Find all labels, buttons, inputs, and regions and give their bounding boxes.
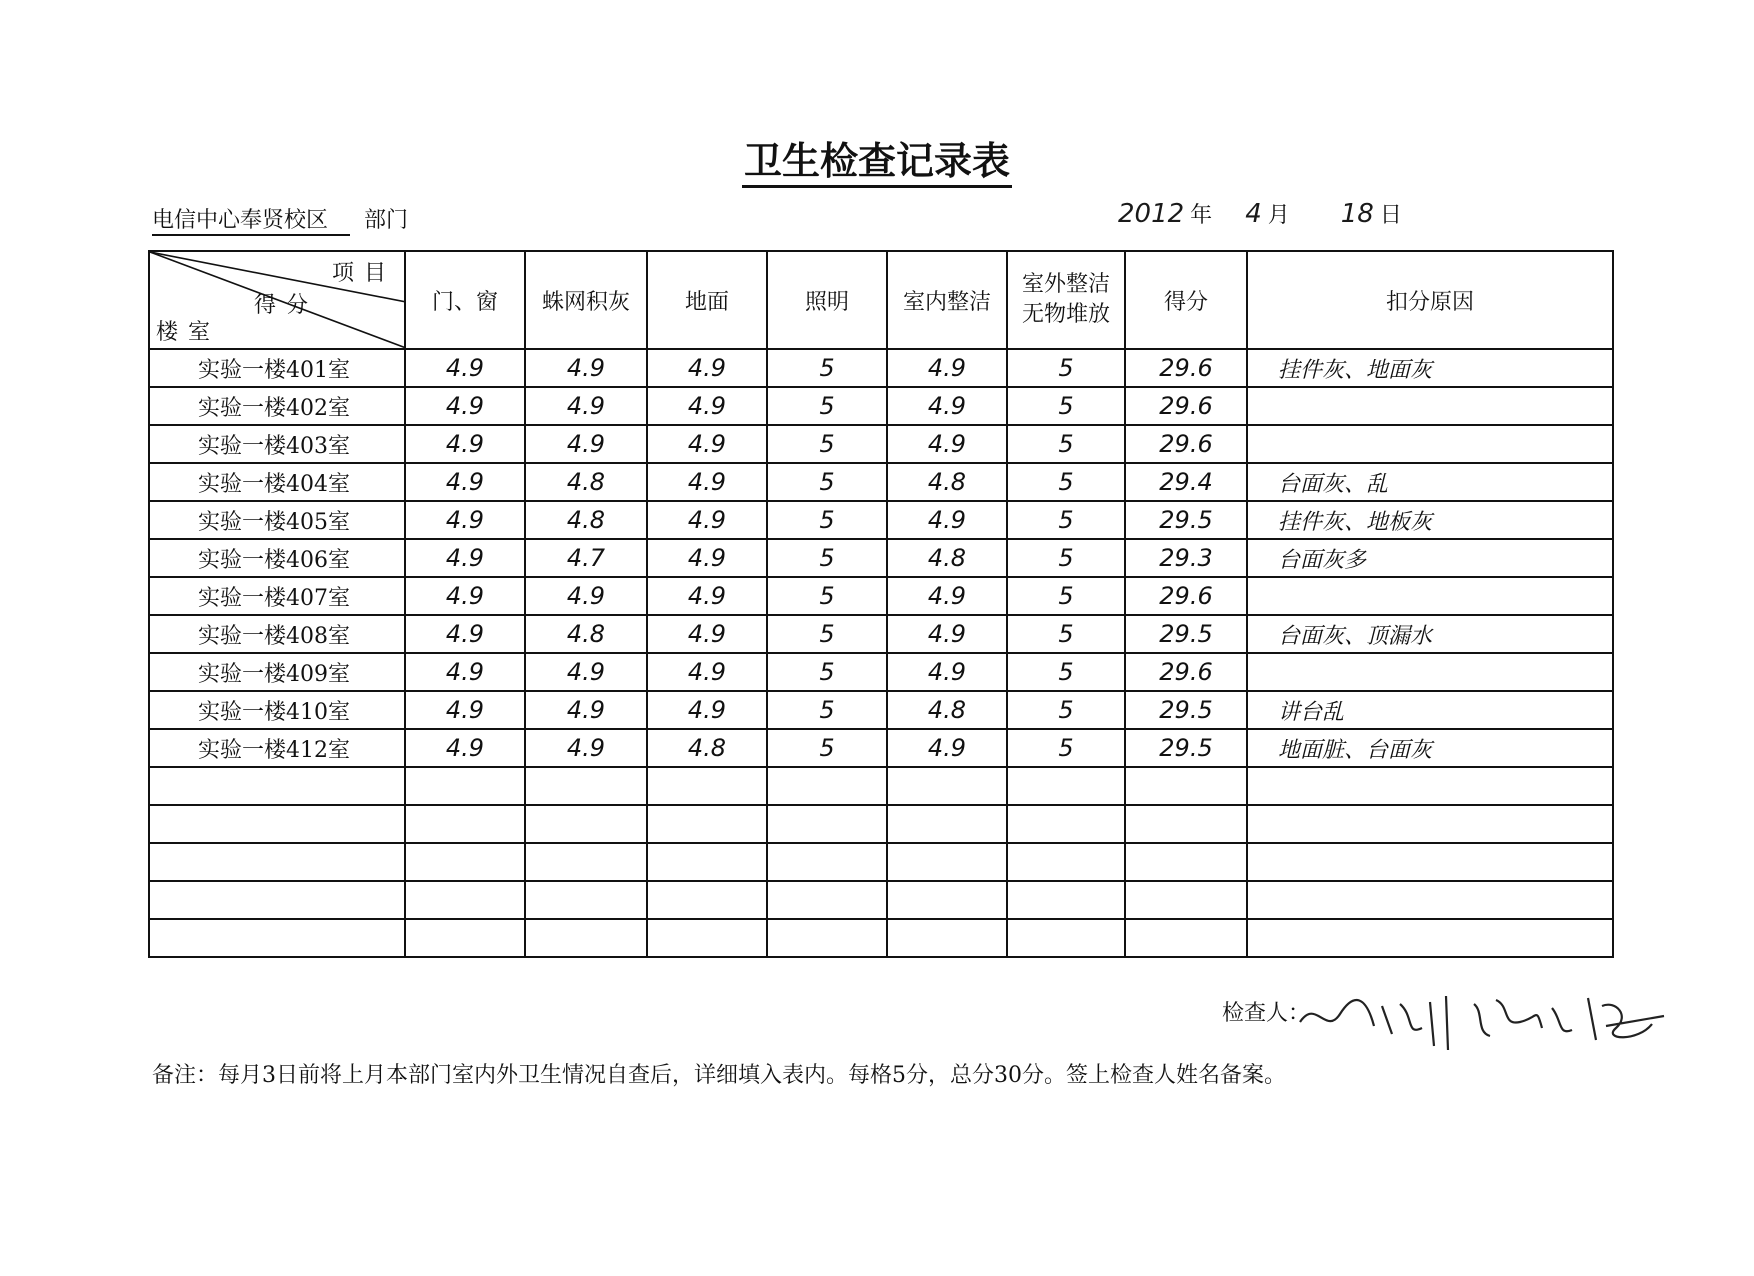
total-score: 29.6 xyxy=(1125,577,1247,615)
outdoor-tidy-score: 5 xyxy=(1007,539,1125,577)
indoor-tidy-score: 4.9 xyxy=(887,577,1007,615)
lighting-score: 5 xyxy=(767,615,887,653)
header-floor: 地面 xyxy=(647,251,767,349)
room-cell: 实验一楼409室 xyxy=(149,653,405,691)
deduction-reason xyxy=(1247,425,1613,463)
lighting-score: 5 xyxy=(767,349,887,387)
cobweb-dust-score: 4.9 xyxy=(525,349,647,387)
total-score: 29.5 xyxy=(1125,729,1247,767)
inspection-table xyxy=(148,250,1614,958)
empty-cell xyxy=(767,767,887,805)
indoor-tidy-score: 4.9 xyxy=(887,387,1007,425)
header-row xyxy=(149,251,1613,349)
lighting-score: 5 xyxy=(767,577,887,615)
empty-cell xyxy=(1125,843,1247,881)
cobweb-dust-score: 4.8 xyxy=(525,615,647,653)
lighting-score: 5 xyxy=(767,691,887,729)
cobweb-dust-score: 4.8 xyxy=(525,463,647,501)
empty-cell xyxy=(149,767,405,805)
empty-cell xyxy=(405,767,525,805)
outdoor-tidy-score: 5 xyxy=(1007,349,1125,387)
room-cell: 实验一楼403室 xyxy=(149,425,405,463)
empty-cell xyxy=(767,805,887,843)
deduction-reason: 挂件灰、地面灰 xyxy=(1247,349,1613,387)
empty-cell xyxy=(149,919,405,957)
lighting-score: 5 xyxy=(767,501,887,539)
floor-score: 4.9 xyxy=(647,577,767,615)
header-lighting: 照明 xyxy=(767,251,887,349)
empty-cell xyxy=(767,843,887,881)
deduction-reason: 讲台乱 xyxy=(1247,691,1613,729)
empty-row xyxy=(149,919,1613,957)
door-window-score: 4.9 xyxy=(405,615,525,653)
indoor-tidy-score: 4.8 xyxy=(887,691,1007,729)
room-cell: 实验一楼410室 xyxy=(149,691,405,729)
room-cell: 实验一楼407室 xyxy=(149,577,405,615)
empty-cell xyxy=(767,881,887,919)
empty-cell xyxy=(647,767,767,805)
indoor-tidy-score: 4.9 xyxy=(887,729,1007,767)
total-score: 29.5 xyxy=(1125,691,1247,729)
table-body xyxy=(149,349,1613,957)
empty-row xyxy=(149,843,1613,881)
total-score: 29.6 xyxy=(1125,425,1247,463)
page-title: 卫生检查记录表 xyxy=(0,130,1754,185)
outdoor-tidy-score: 5 xyxy=(1007,691,1125,729)
lighting-score: 5 xyxy=(767,425,887,463)
cobweb-dust-score: 4.7 xyxy=(525,539,647,577)
total-score: 29.6 xyxy=(1125,653,1247,691)
table-row xyxy=(149,691,1613,729)
door-window-score: 4.9 xyxy=(405,501,525,539)
outdoor-tidy-score: 5 xyxy=(1007,653,1125,691)
empty-row xyxy=(149,881,1613,919)
date-month-unit: 月 xyxy=(1267,203,1290,228)
room-cell: 实验一楼412室 xyxy=(149,729,405,767)
table-row xyxy=(149,539,1613,577)
header-cobweb-dust: 蛛网积灰 xyxy=(525,251,647,349)
empty-cell xyxy=(647,805,767,843)
door-window-score: 4.9 xyxy=(405,691,525,729)
total-score: 29.4 xyxy=(1125,463,1247,501)
empty-cell xyxy=(767,919,887,957)
room-cell: 实验一楼401室 xyxy=(149,349,405,387)
table-row xyxy=(149,349,1613,387)
inspector-signature xyxy=(1296,976,1676,1056)
empty-row xyxy=(149,805,1613,843)
indoor-tidy-score: 4.9 xyxy=(887,349,1007,387)
deduction-reason xyxy=(1247,653,1613,691)
date-year: 2012 xyxy=(1118,199,1185,229)
corner-label-score: 得分 xyxy=(254,293,319,318)
empty-cell xyxy=(1247,767,1613,805)
empty-cell xyxy=(149,843,405,881)
outdoor-tidy-score: 5 xyxy=(1007,577,1125,615)
total-score: 29.6 xyxy=(1125,387,1247,425)
outdoor-tidy-score: 5 xyxy=(1007,501,1125,539)
floor-score: 4.9 xyxy=(647,501,767,539)
header-indoor-tidy: 室内整洁 xyxy=(887,251,1007,349)
date-year-unit: 年 xyxy=(1190,203,1213,228)
empty-cell xyxy=(405,843,525,881)
date-day: 18 xyxy=(1340,199,1374,229)
indoor-tidy-score: 4.9 xyxy=(887,653,1007,691)
room-cell: 实验一楼405室 xyxy=(149,501,405,539)
empty-cell xyxy=(887,767,1007,805)
empty-cell xyxy=(647,919,767,957)
lighting-score: 5 xyxy=(767,729,887,767)
empty-cell xyxy=(887,843,1007,881)
outdoor-tidy-score: 5 xyxy=(1007,425,1125,463)
empty-cell xyxy=(1125,805,1247,843)
empty-cell xyxy=(1247,805,1613,843)
room-cell: 实验一楼404室 xyxy=(149,463,405,501)
table-row xyxy=(149,387,1613,425)
indoor-tidy-score: 4.9 xyxy=(887,425,1007,463)
header-deduction-reason: 扣分原因 xyxy=(1247,251,1613,349)
total-score: 29.3 xyxy=(1125,539,1247,577)
indoor-tidy-score: 4.8 xyxy=(887,463,1007,501)
door-window-score: 4.9 xyxy=(405,577,525,615)
outdoor-tidy-score: 5 xyxy=(1007,387,1125,425)
floor-score: 4.9 xyxy=(647,463,767,501)
cobweb-dust-score: 4.9 xyxy=(525,691,647,729)
empty-cell xyxy=(405,881,525,919)
corner-header xyxy=(149,251,405,349)
floor-score: 4.9 xyxy=(647,653,767,691)
empty-cell xyxy=(647,843,767,881)
lighting-score: 5 xyxy=(767,463,887,501)
empty-cell xyxy=(887,881,1007,919)
floor-score: 4.9 xyxy=(647,387,767,425)
outdoor-tidy-score: 5 xyxy=(1007,463,1125,501)
lighting-score: 5 xyxy=(767,539,887,577)
deduction-reason: 台面灰、顶漏水 xyxy=(1247,615,1613,653)
cobweb-dust-score: 4.9 xyxy=(525,577,647,615)
door-window-score: 4.9 xyxy=(405,349,525,387)
table-row xyxy=(149,501,1613,539)
header-outdoor-line1: 室外整洁 xyxy=(1021,272,1110,297)
empty-cell xyxy=(887,919,1007,957)
room-cell: 实验一楼406室 xyxy=(149,539,405,577)
empty-cell xyxy=(1125,919,1247,957)
empty-cell xyxy=(647,881,767,919)
date-line xyxy=(1118,198,1428,229)
deduction-reason xyxy=(1247,387,1613,425)
lighting-score: 5 xyxy=(767,653,887,691)
empty-cell xyxy=(525,919,647,957)
empty-cell xyxy=(1007,881,1125,919)
empty-cell xyxy=(1007,767,1125,805)
empty-cell xyxy=(1007,805,1125,843)
header-score: 得分 xyxy=(1125,251,1247,349)
date-day-unit: 日 xyxy=(1379,203,1402,228)
corner-label-room: 楼室 xyxy=(156,320,221,345)
outdoor-tidy-score: 5 xyxy=(1007,729,1125,767)
deduction-reason: 台面灰、乱 xyxy=(1247,463,1613,501)
empty-cell xyxy=(1125,881,1247,919)
floor-score: 4.9 xyxy=(647,425,767,463)
door-window-score: 4.9 xyxy=(405,653,525,691)
outdoor-tidy-score: 5 xyxy=(1007,615,1125,653)
empty-cell xyxy=(887,805,1007,843)
header-door-window: 门、窗 xyxy=(405,251,525,349)
empty-cell xyxy=(149,805,405,843)
room-cell: 实验一楼408室 xyxy=(149,615,405,653)
header-outdoor-tidy xyxy=(1007,251,1125,349)
footnote: 备注：每月3日前将上月本部门室内外卫生情况自查后，详细填入表内。每格5分，总分30分。签上检查人姓名备案。 xyxy=(152,1063,1286,1088)
department-name: 电信中心奉贤校区 xyxy=(152,208,350,236)
empty-cell xyxy=(149,881,405,919)
cobweb-dust-score: 4.9 xyxy=(525,729,647,767)
table-row xyxy=(149,653,1613,691)
deduction-reason: 挂件灰、地板灰 xyxy=(1247,501,1613,539)
door-window-score: 4.9 xyxy=(405,387,525,425)
empty-cell xyxy=(525,805,647,843)
total-score: 29.6 xyxy=(1125,349,1247,387)
table-row xyxy=(149,615,1613,653)
total-score: 29.5 xyxy=(1125,615,1247,653)
cobweb-dust-score: 4.8 xyxy=(525,501,647,539)
indoor-tidy-score: 4.8 xyxy=(887,539,1007,577)
date-month: 4 xyxy=(1245,199,1262,229)
floor-score: 4.9 xyxy=(647,539,767,577)
door-window-score: 4.9 xyxy=(405,729,525,767)
door-window-score: 4.9 xyxy=(405,539,525,577)
floor-score: 4.9 xyxy=(647,349,767,387)
table-row xyxy=(149,425,1613,463)
cobweb-dust-score: 4.9 xyxy=(525,387,647,425)
empty-cell xyxy=(1007,919,1125,957)
table-row xyxy=(149,577,1613,615)
cobweb-dust-score: 4.9 xyxy=(525,425,647,463)
empty-cell xyxy=(1247,919,1613,957)
door-window-score: 4.9 xyxy=(405,425,525,463)
indoor-tidy-score: 4.9 xyxy=(887,501,1007,539)
empty-cell xyxy=(525,767,647,805)
table-row xyxy=(149,463,1613,501)
empty-row xyxy=(149,767,1613,805)
indoor-tidy-score: 4.9 xyxy=(887,615,1007,653)
lighting-score: 5 xyxy=(767,387,887,425)
door-window-score: 4.9 xyxy=(405,463,525,501)
empty-cell xyxy=(405,919,525,957)
deduction-reason xyxy=(1247,577,1613,615)
empty-cell xyxy=(525,881,647,919)
floor-score: 4.9 xyxy=(647,615,767,653)
total-score: 29.5 xyxy=(1125,501,1247,539)
empty-cell xyxy=(525,843,647,881)
empty-cell xyxy=(1125,767,1247,805)
department-line xyxy=(152,203,408,236)
empty-cell xyxy=(1247,881,1613,919)
header-outdoor-line2: 无物堆放 xyxy=(1021,302,1110,327)
room-cell: 实验一楼402室 xyxy=(149,387,405,425)
empty-cell xyxy=(1247,843,1613,881)
floor-score: 4.9 xyxy=(647,691,767,729)
empty-cell xyxy=(405,805,525,843)
deduction-reason: 台面灰多 xyxy=(1247,539,1613,577)
empty-cell xyxy=(1007,843,1125,881)
deduction-reason: 地面脏、台面灰 xyxy=(1247,729,1613,767)
floor-score: 4.8 xyxy=(647,729,767,767)
inspector-label: 检查人： xyxy=(1222,1001,1311,1026)
corner-label-item: 项目 xyxy=(331,261,396,286)
department-label: 部门 xyxy=(364,208,409,233)
table-row xyxy=(149,729,1613,767)
cobweb-dust-score: 4.9 xyxy=(525,653,647,691)
